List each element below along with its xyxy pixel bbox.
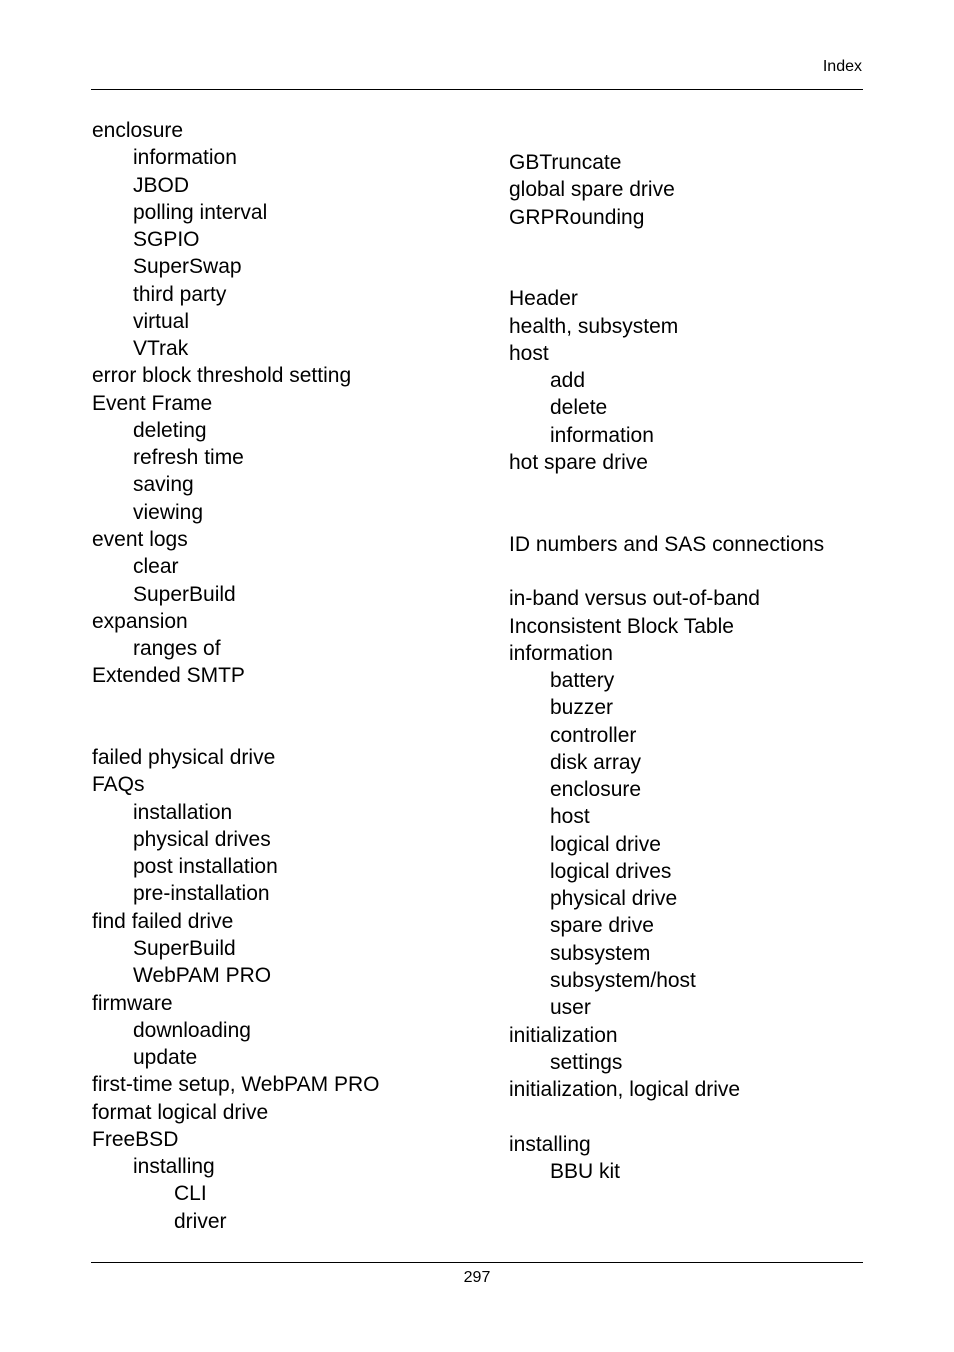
index-subterm: SGPIO <box>133 228 200 252</box>
index-term: FAQs <box>92 773 145 797</box>
index-subterm: SuperBuild <box>133 936 236 960</box>
index-spacer <box>92 717 472 744</box>
page-number: 297 <box>463 1269 491 1286</box>
index-subterm: update <box>133 1046 198 1070</box>
index-subterm: virtual <box>133 309 190 333</box>
index-subterm: BBU kit <box>550 1159 621 1183</box>
index-spacer <box>509 476 869 503</box>
index-subterm: polling interval <box>133 200 268 224</box>
index-term: information <box>509 641 613 665</box>
index-term: ID numbers and SAS connections <box>509 532 825 556</box>
index-subterm: physical drives <box>133 827 271 851</box>
index-term: hot spare drive <box>509 450 648 474</box>
index-term: FreeBSD <box>92 1127 179 1151</box>
index-term: GRPRounding <box>509 205 645 229</box>
index-subterm: logical drive <box>550 832 661 856</box>
index-subterm: post installation <box>133 855 278 879</box>
index-subterm: enclosure <box>550 778 642 802</box>
index-spacer <box>509 1103 869 1130</box>
index-subterm: WebPAM PRO <box>133 964 272 988</box>
index-subterm: JBOD <box>133 173 190 197</box>
index-column-right <box>509 149 869 1185</box>
index-term: firmware <box>92 991 173 1015</box>
index-term: error block threshold setting <box>92 364 352 388</box>
index-term: Extended SMTP <box>92 664 245 688</box>
index-subterm: information <box>550 423 654 447</box>
index-subterm: logical drives <box>550 859 672 883</box>
index-subterm: ranges of <box>133 637 221 661</box>
index-term: failed physical drive <box>92 746 276 770</box>
index-term: GBTruncate <box>509 151 622 174</box>
index-term: in-band versus out-of-band <box>509 587 760 611</box>
index-subterm: refresh time <box>133 446 244 470</box>
index-term: expansion <box>92 609 188 633</box>
index-term: health, subsystem <box>509 314 679 338</box>
index-term: initialization <box>509 1023 618 1047</box>
index-subterm: spare drive <box>550 914 654 938</box>
index-subterm: information <box>133 146 237 170</box>
header-rule <box>91 89 863 90</box>
index-term: event logs <box>92 527 188 551</box>
index-subterm: downloading <box>133 1018 251 1042</box>
index-subterm: user <box>550 996 591 1020</box>
index-subterm: installation <box>133 800 233 824</box>
index-subterm: disk array <box>550 750 642 774</box>
index-term: Header <box>509 287 578 311</box>
index-term: find failed drive <box>92 909 234 933</box>
index-subterm: subsystem/host <box>550 968 696 992</box>
index-subterm: driver <box>174 1209 227 1233</box>
index-spacer <box>509 231 869 258</box>
index-subterm: viewing <box>133 500 204 524</box>
index-term: first-time setup, WebPAM PRO <box>92 1073 380 1097</box>
index-spacer <box>509 503 869 530</box>
index-spacer <box>509 558 869 585</box>
index-term: host <box>509 341 549 365</box>
index-subterm: clear <box>133 555 179 579</box>
index-term: Inconsistent Block Table <box>509 614 734 638</box>
index-term: installing <box>509 1132 591 1156</box>
index-subterm: settings <box>550 1050 623 1074</box>
index-subterm: battery <box>550 669 615 693</box>
index-column-left <box>92 117 472 1235</box>
index-term: Event Frame <box>92 391 213 415</box>
index-subterm: CLI <box>174 1182 207 1206</box>
index-subterm: host <box>550 805 590 829</box>
index-subterm: pre-installation <box>133 882 270 906</box>
index-subterm: VTrak <box>133 337 189 361</box>
index-subterm: installing <box>133 1155 215 1179</box>
index-term: initialization, logical drive <box>509 1078 741 1102</box>
running-header-index: Index <box>822 58 862 75</box>
index-subterm: deleting <box>133 418 207 442</box>
index-subterm: delete <box>550 396 608 420</box>
index-subterm: physical drive <box>550 887 678 911</box>
index-subterm: SuperSwap <box>133 255 242 279</box>
footer-rule <box>91 1262 863 1263</box>
index-subterm: saving <box>133 473 194 497</box>
index-subterm: SuperBuild <box>133 582 236 606</box>
index-term: enclosure <box>92 119 184 142</box>
index-subterm: third party <box>133 282 227 306</box>
index-term: global spare drive <box>509 178 675 202</box>
index-subterm: add <box>550 369 586 393</box>
index-spacer <box>509 258 869 285</box>
index-subterm: buzzer <box>550 696 614 720</box>
index-term: format logical drive <box>92 1100 269 1124</box>
index-subterm: controller <box>550 723 637 747</box>
index-spacer <box>92 690 472 717</box>
index-subterm: subsystem <box>550 941 651 965</box>
